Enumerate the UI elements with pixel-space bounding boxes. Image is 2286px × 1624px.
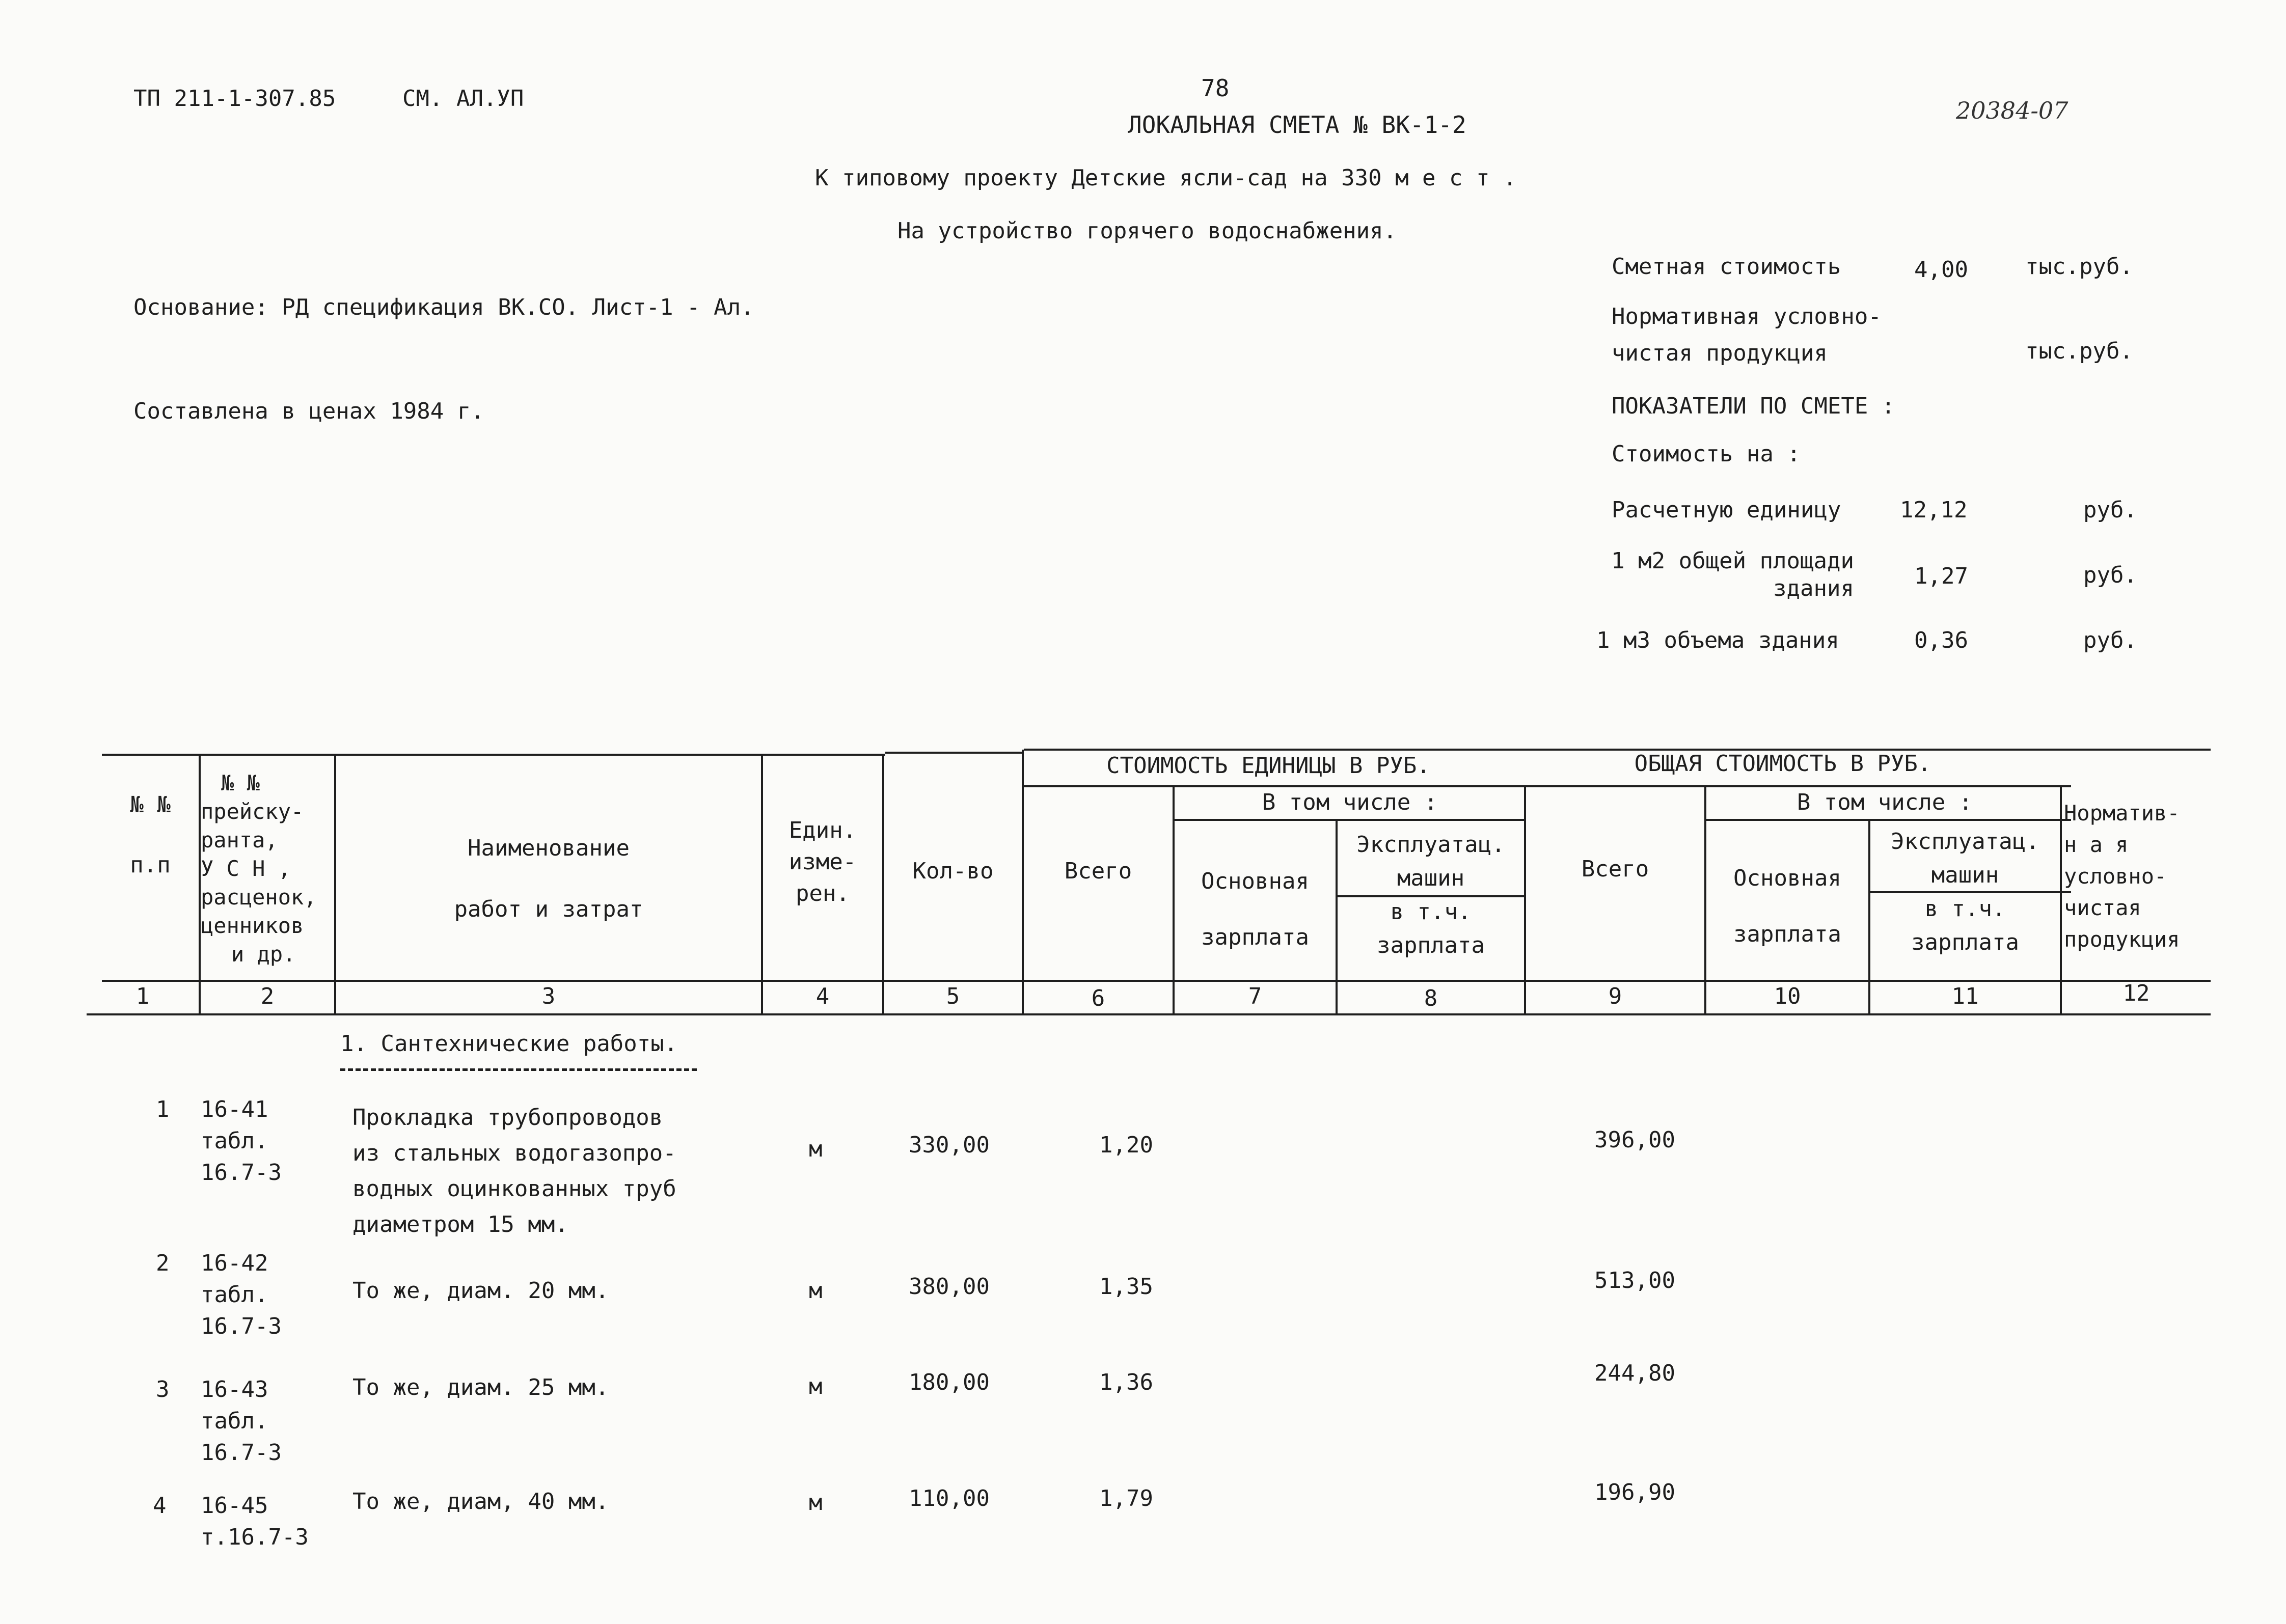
prices-year: Составлена в ценах 1984 г.	[133, 398, 484, 424]
row-code-line: табл.	[201, 1128, 268, 1154]
row-total: 396,00	[1594, 1127, 1675, 1153]
col-number: 8	[1424, 985, 1438, 1011]
col-number: 12	[2122, 980, 2150, 1006]
indicators-title: ПОКАЗАТЕЛИ ПО СМЕТЕ :	[1612, 393, 1895, 419]
col4-header-line: рен.	[796, 880, 850, 906]
row-code-line: т.16.7-3	[201, 1524, 309, 1550]
col12-header-line: Норматив-	[2064, 801, 2180, 825]
col2-header-line: ранта,	[201, 828, 278, 852]
album-ref: СМ. АЛ.УП	[402, 86, 524, 112]
col7-header-line: зарплата	[1201, 924, 1309, 950]
cost-label: Сметная стоимость	[1612, 254, 1841, 280]
col5-header: Кол-во	[912, 858, 994, 884]
col-number: 10	[1774, 983, 1801, 1009]
row-unit: м	[809, 1490, 823, 1516]
indicator-value: 0,36	[1914, 627, 1968, 653]
row-number: 3	[156, 1377, 170, 1402]
col-number: 3	[541, 983, 556, 1009]
col11-header-line: Эксплуатац.	[1891, 829, 2039, 855]
section-underline	[340, 1068, 697, 1071]
row-name: То же, диам. 20 мм.	[352, 1278, 609, 1304]
col-number: 9	[1608, 983, 1622, 1009]
indicator-unit: руб.	[2083, 497, 2137, 523]
col8-header-line: машин	[1397, 865, 1465, 891]
row-code-line: 16-42	[201, 1250, 268, 1276]
incl-label: В том числе :	[1797, 789, 1973, 815]
project-line: К типовому проекту Детские ясли-сад на 330 м е с т .	[815, 165, 1517, 191]
row-code-line: табл.	[201, 1282, 268, 1308]
row-number: 1	[156, 1096, 170, 1122]
row-number: 4	[153, 1493, 167, 1519]
row-name-line: водных оцинкованных труб	[352, 1176, 676, 1202]
handwritten-number: 20384-07	[1956, 97, 2069, 124]
row-unit-total: 1,20	[1099, 1132, 1153, 1158]
row-code-line: 16-45	[201, 1493, 268, 1519]
col3-header	[336, 818, 761, 940]
col4-header	[763, 815, 882, 910]
indicator-value: 12,12	[1900, 497, 1968, 523]
row-code-line: 16.7-3	[201, 1160, 282, 1186]
col1-header	[102, 789, 199, 881]
norm-label-2: чистая продукция	[1612, 340, 1828, 366]
col2-header	[201, 769, 317, 969]
col10-header	[1706, 850, 1868, 962]
row-name: То же, диам. 25 мм.	[352, 1374, 609, 1400]
indicator-label: 1 м2 общей площади	[1611, 548, 1854, 574]
row-code	[201, 1374, 282, 1469]
col-number: 6	[1091, 985, 1105, 1011]
row-code	[201, 1248, 282, 1342]
page-number: 78	[1201, 74, 1230, 102]
col7-header-line: Основная	[1201, 868, 1309, 894]
row-total: 196,90	[1594, 1479, 1675, 1505]
row-code-line: 16-43	[201, 1377, 268, 1402]
norm-unit: тыс.руб.	[2025, 338, 2133, 364]
col2-header-line: расценок,	[201, 885, 317, 910]
col8-header-line: Эксплуатац.	[1356, 832, 1505, 858]
cost-per-label: Стоимость на :	[1612, 441, 1801, 467]
norm-label-1: Нормативная условно-	[1612, 304, 1882, 329]
row-name: То же, диам, 40 мм.	[352, 1489, 609, 1515]
group-unit-cost-header: СТОИМОСТЬ ЕДИНИЦЫ В РУБ.	[1106, 753, 1430, 779]
incl-label: В том числе :	[1262, 789, 1438, 815]
col10-header-line: Основная	[1733, 865, 1841, 891]
col2-header-line: и др.	[231, 942, 296, 967]
col2-header-line: № №	[221, 770, 260, 795]
col-number: 11	[1951, 983, 1979, 1009]
col7-header	[1175, 854, 1336, 966]
row-unit: м	[809, 1373, 823, 1399]
col10-header-line: зарплата	[1733, 921, 1841, 947]
indicator-value: 1,27	[1914, 563, 1968, 589]
col2-header-line: У С Н ,	[201, 856, 291, 881]
col-number: 1	[135, 983, 150, 1009]
row-qty: 180,00	[909, 1369, 990, 1395]
col1-header-line: № №	[130, 792, 171, 818]
indicator-unit: руб.	[2083, 627, 2137, 653]
col12-header-line: чистая	[2064, 895, 2141, 920]
row-total: 513,00	[1594, 1268, 1675, 1293]
col6-header: Всего	[1064, 858, 1132, 884]
col3-header-line: Наименование	[468, 835, 630, 861]
work-line: На устройство горячего водоснабжения.	[897, 218, 1397, 244]
cost-unit: тыс.руб.	[2025, 254, 2133, 280]
col-number: 2	[260, 983, 275, 1009]
indicator-label: Расчетную единицу	[1612, 497, 1841, 523]
group-total-cost-header: ОБЩАЯ СТОИМОСТЬ В РУБ.	[1634, 751, 1931, 777]
col-number: 4	[815, 983, 830, 1009]
col8-header-line: зарплата	[1377, 932, 1485, 958]
col4-header-line: изме-	[788, 849, 857, 875]
col-number: 7	[1248, 983, 1262, 1009]
row-code	[201, 1094, 282, 1189]
row-qty: 330,00	[909, 1132, 990, 1158]
col8-header	[1338, 828, 1524, 962]
col12-header	[2064, 797, 2180, 955]
col3-header-line: работ и затрат	[454, 896, 643, 922]
section-title: 1. Сантехнические работы.	[340, 1031, 678, 1057]
row-qty: 380,00	[909, 1274, 990, 1300]
col11-header	[1870, 825, 2060, 959]
row-unit: м	[809, 1278, 823, 1304]
row-code-line: 16.7-3	[201, 1313, 282, 1339]
col11-header-line: в т.ч.	[1924, 896, 2006, 922]
indicator-label-2: здания	[1773, 575, 1854, 601]
row-qty: 110,00	[909, 1485, 990, 1511]
row-name-line: Прокладка трубопроводов	[352, 1105, 663, 1131]
col11-header-line: машин	[1931, 862, 1999, 888]
row-code-line: табл.	[201, 1408, 268, 1434]
row-unit-total: 1,36	[1099, 1369, 1153, 1395]
row-name	[352, 1100, 676, 1243]
row-code-line: 16.7-3	[201, 1440, 282, 1466]
document-title: ЛОКАЛЬНАЯ СМЕТА № ВК-1-2	[1128, 111, 1466, 139]
col8-header-line: в т.ч.	[1390, 899, 1472, 925]
row-unit-total: 1,35	[1099, 1274, 1153, 1300]
col12-header-line: н а я	[2064, 832, 2129, 857]
col4-header-line: Един.	[788, 817, 857, 843]
row-number: 2	[156, 1250, 170, 1276]
doc-code: ТП 211-1-307.85	[133, 86, 336, 112]
col1-header-line: п.п	[130, 852, 171, 878]
row-code-line: 16-41	[201, 1096, 268, 1122]
basis-line: Основание: РД спецификация ВК.СО. Лист-1 - Ал.	[133, 294, 754, 320]
indicator-unit: руб.	[2083, 562, 2137, 588]
col12-header-line: продукция	[2064, 927, 2180, 952]
cost-value: 4,00	[1914, 257, 1968, 283]
row-unit-total: 1,79	[1099, 1485, 1153, 1511]
col11-header-line: зарплата	[1911, 929, 2019, 955]
indicator-label: 1 м3 объема здания	[1596, 627, 1839, 653]
row-code	[201, 1490, 309, 1553]
col2-header-line: ценников	[201, 913, 304, 938]
col12-header-line: условно-	[2064, 864, 2167, 889]
row-total: 244,80	[1594, 1360, 1675, 1386]
col-number: 5	[946, 983, 960, 1009]
col2-header-line: прейску-	[201, 799, 304, 824]
col9-header: Всего	[1581, 856, 1649, 882]
row-name-line: из стальных водогазопро-	[352, 1140, 676, 1166]
row-unit: м	[809, 1136, 823, 1162]
row-name-line: диаметром 15 мм.	[352, 1212, 568, 1237]
